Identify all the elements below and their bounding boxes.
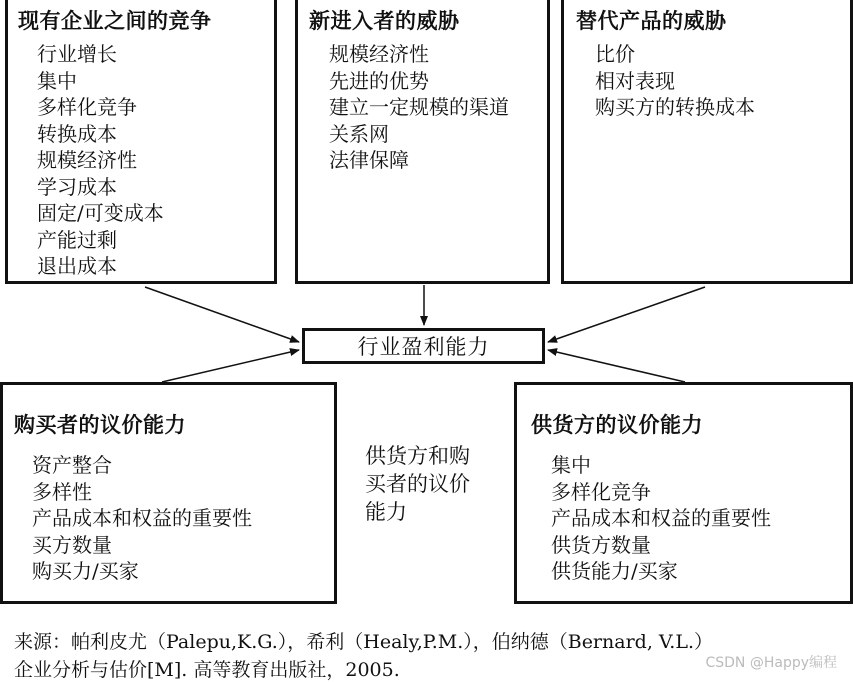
list-item: 转换成本 (37, 121, 117, 146)
arrow-buyers (162, 350, 299, 382)
list-item: 多样化竞争 (37, 95, 137, 119)
arrow-rivalry (145, 287, 299, 342)
list-item: 关系网 (329, 121, 389, 146)
list-item: 产品成本和权益的重要性 (32, 506, 252, 530)
buyers-title: 购买者的议价能力 (14, 413, 186, 437)
note-line: 能力 (365, 500, 407, 524)
suppliers-title: 供货方的议价能力 (531, 413, 703, 437)
list-item: 固定/可变成本 (37, 201, 164, 225)
list-item: 产能过剩 (37, 227, 117, 252)
list-item: 多样化竞争 (551, 479, 651, 504)
arrow-suppliers (548, 350, 685, 382)
list-item: 买方数量 (32, 532, 112, 557)
list-item: 购买力/买家 (32, 559, 139, 583)
note-line: 供货方和购 (365, 444, 470, 468)
note-line: 买者的议价 (365, 472, 470, 496)
list-item: 学习成本 (37, 174, 117, 199)
list-item: 多样性 (32, 479, 92, 504)
list-item: 供货能力/买家 (551, 559, 678, 583)
list-item: 退出成本 (37, 254, 117, 278)
list-item: 供货方数量 (551, 532, 651, 557)
list-item: 购买方的转换成本 (595, 95, 755, 119)
list-item: 先进的优势 (329, 68, 429, 93)
rivalry-title: 现有企业之间的竞争 (18, 9, 212, 33)
list-item: 规模经济性 (37, 148, 137, 172)
industry-profitability-box: 行业盈利能力 (302, 328, 545, 364)
new-entrants-title: 新进入者的威胁 (309, 9, 460, 33)
list-item: 集中 (551, 453, 591, 477)
list-item: 资产整合 (32, 453, 112, 477)
list-item: 法律保障 (329, 148, 409, 172)
list-item: 规模经济性 (329, 42, 429, 66)
list-item: 集中 (37, 68, 77, 93)
substitutes-title: 替代产品的威胁 (576, 9, 727, 33)
source-line-1: 来源：帕利皮尤（Palepu,K.G.），希利（Healy,P.M.），伯纳德（Bernard, V.L.） (14, 631, 714, 653)
list-item: 行业增长 (37, 42, 117, 66)
list-item: 相对表现 (595, 68, 675, 93)
list-item: 比价 (595, 42, 635, 66)
arrow-substitutes (548, 287, 705, 342)
watermark: CSDN @Happy编程 (705, 655, 837, 671)
list-item: 产品成本和权益的重要性 (551, 506, 771, 530)
source-line-2: 企业分析与估价[M]. 高等教育出版社，2005. (14, 659, 400, 681)
list-item: 建立一定规模的渠道 (329, 95, 509, 119)
